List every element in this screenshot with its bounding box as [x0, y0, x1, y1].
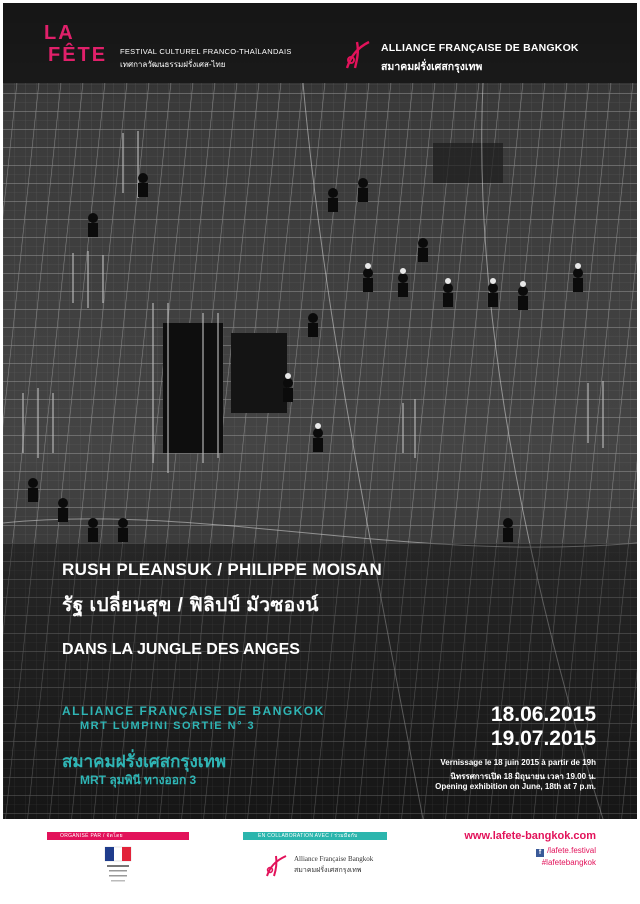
venue-transit-th: MRT ลุมพินี ทางออก 3 — [80, 773, 197, 787]
venue-transit-fr: MRT LUMPINI SORTIE N° 3 — [80, 720, 256, 732]
facebook-link[interactable] — [536, 846, 596, 857]
date-end: 19.07.2015 — [490, 727, 596, 750]
festival-name-fr: FESTIVAL CULTUREL FRANCO-THAÏLANDAIS — [120, 47, 292, 56]
la-fete-logo-line2: FÊTE — [48, 44, 108, 66]
venue-name-fr: ALLIANCE FRANÇAISE DE BANGKOK — [62, 704, 325, 718]
hashtag: #lafetebangkok — [541, 858, 596, 867]
alliance-francaise-name-fr: ALLIANCE FRANÇAISE DE BANGKOK — [381, 42, 579, 54]
organised-by-label: ORGANISÉ PAR / จัดโดย — [60, 833, 123, 839]
collaboration-label: EN COLLABORATION AVEC / ร่วมมือกับ — [258, 833, 358, 839]
header — [0, 0, 640, 80]
vernissage-fr: Vernissage le 18 juin 2015 à partir de 19h — [440, 758, 596, 767]
venue-name-th: สมาคมฝรั่งเศสกรุงเทพ — [62, 752, 227, 771]
background-photo — [3, 3, 637, 819]
vernissage-th: นิทรรศการเปิด 18 มิถุนายน เวลา 19.00 น. — [450, 772, 596, 781]
alliance-francaise-footer-icon — [264, 853, 290, 879]
la-fete-logo — [44, 22, 114, 72]
facebook-icon: f — [536, 849, 544, 857]
alliance-francaise-name-th: สมาคมฝรั่งเศสกรุงเทพ — [381, 61, 483, 73]
republique-francaise-logo-icon — [97, 845, 139, 889]
construction-site-image — [3, 3, 637, 819]
artists-names-th: รัฐ เปลี่ยนสุข / ฟิลิปป์ มัวซองน์ — [62, 595, 319, 616]
date-start: 18.06.2015 — [490, 703, 596, 726]
alliance-francaise-footer-name: Alliance Française Bangkok — [294, 855, 374, 863]
website-link[interactable]: www.lafete-bangkok.com — [464, 830, 596, 842]
alliance-francaise-footer-name-th: สมาคมฝรั่งเศสกรุงเทพ — [294, 867, 362, 874]
festival-name-th: เทศกาลวัฒนธรรมฝรั่งเศส-ไทย — [120, 60, 226, 69]
footer — [0, 819, 640, 904]
exhibition-title: DANS LA JUNGLE DES ANGES — [62, 641, 300, 658]
la-fete-logo-line1: LA — [44, 22, 75, 44]
artists-names: RUSH PLEANSUK / PHILIPPE MOISAN — [62, 560, 383, 579]
alliance-francaise-logo-icon — [343, 38, 373, 72]
facebook-handle: /lafete.festival — [547, 846, 596, 855]
opening-en: Opening exhibition on June, 18th at 7 p.m. — [435, 782, 596, 791]
